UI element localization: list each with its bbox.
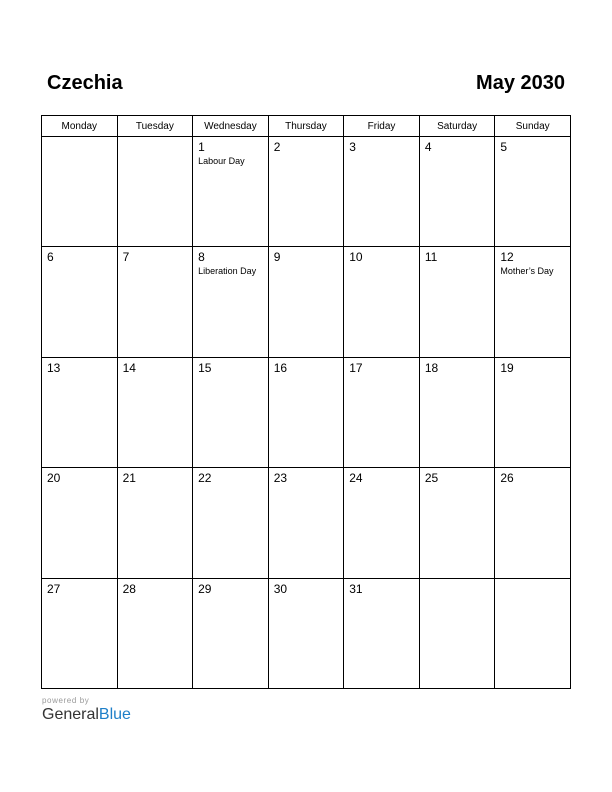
day-number: 11: [424, 250, 438, 265]
week-row: [42, 247, 571, 357]
day-cell: [344, 578, 420, 688]
weekday-header: Thursday: [268, 116, 344, 137]
day-cell: [495, 137, 571, 247]
day-cell: [193, 137, 269, 247]
day-number: 15: [198, 360, 212, 375]
day-cell: [344, 137, 420, 247]
day-number: 28: [122, 581, 136, 596]
day-cell: [193, 468, 269, 578]
day-cell: [268, 137, 344, 247]
day-cell: [42, 357, 118, 467]
brand-logo: [42, 706, 131, 724]
day-number: [118, 137, 193, 140]
day-cell: [42, 468, 118, 578]
holiday-label: Labour Day: [198, 156, 245, 166]
day-cell: [42, 247, 118, 357]
week-row: [42, 357, 571, 467]
day-cell: [344, 468, 420, 578]
day-cell: [117, 468, 193, 578]
day-cell: [117, 247, 193, 357]
day-cell: [268, 247, 344, 357]
weekday-header: Sunday: [495, 116, 571, 137]
powered-by-text: powered by: [42, 696, 90, 705]
empty-day-cell: [495, 578, 571, 688]
day-cell: [419, 137, 495, 247]
day-cell: [268, 578, 344, 688]
day-number: 4: [424, 140, 432, 154]
footer-branding: [42, 696, 131, 724]
week-row: [42, 468, 571, 578]
brand-general: General: [42, 706, 99, 723]
day-number: 6: [47, 250, 54, 265]
day-number: 30: [273, 581, 288, 596]
week-row: [42, 137, 571, 247]
day-number: 7: [122, 250, 130, 265]
day-cell: [495, 247, 571, 357]
empty-day-cell: [117, 137, 193, 247]
day-number: 2: [273, 140, 281, 154]
day-number: 13: [47, 360, 61, 375]
day-number: 25: [424, 471, 439, 486]
brand-blue: Blue: [98, 706, 131, 723]
day-cell: [419, 357, 495, 467]
day-number: 24: [349, 471, 363, 486]
day-number: 8: [198, 250, 205, 265]
day-number: 18: [424, 360, 439, 375]
day-cell: [117, 578, 193, 688]
day-number: 21: [122, 471, 136, 486]
day-number: 22: [198, 471, 212, 486]
day-cell: [344, 357, 420, 467]
day-number: 16: [273, 360, 288, 375]
day-number: 20: [47, 471, 61, 486]
country-title: Czechia: [47, 72, 123, 94]
holiday-label: Mother’s Day: [500, 266, 554, 277]
day-number: 9: [273, 250, 281, 265]
day-cell: [419, 468, 495, 578]
weekday-header: Wednesday: [193, 116, 269, 137]
day-number: 17: [349, 360, 363, 375]
day-cell: [344, 247, 420, 357]
week-row: [42, 578, 571, 688]
day-number: 31: [349, 581, 363, 596]
day-number: 5: [500, 140, 508, 154]
day-cell: [495, 468, 571, 578]
holiday-label: Liberation Day: [198, 266, 257, 277]
day-number: [42, 137, 117, 140]
day-cell: [268, 357, 344, 467]
day-number: 12: [500, 250, 514, 265]
day-cell: [495, 357, 571, 467]
day-cell: [42, 578, 118, 688]
weekday-header: Saturday: [419, 116, 495, 137]
weekday-header-row: [42, 116, 571, 137]
day-cell: [117, 357, 193, 467]
day-number: [420, 579, 495, 582]
day-number: 23: [273, 471, 288, 486]
day-number: 3: [349, 140, 356, 154]
day-number: 14: [122, 360, 136, 375]
day-cell: [268, 468, 344, 578]
weekday-header: Friday: [344, 116, 420, 137]
empty-day-cell: [419, 578, 495, 688]
day-cell: [193, 578, 269, 688]
day-number: 10: [349, 250, 363, 265]
calendar-grid: [41, 115, 571, 689]
day-cell: [193, 357, 269, 467]
day-number: 1: [198, 140, 205, 154]
day-number: [495, 579, 570, 582]
day-number: 29: [198, 581, 212, 596]
day-cell: [193, 247, 269, 357]
month-year-title: May 2030: [476, 72, 565, 94]
day-number: 19: [500, 360, 514, 375]
day-cell: [419, 247, 495, 357]
day-number: 27: [47, 581, 61, 596]
empty-day-cell: [42, 137, 118, 247]
day-number: 26: [500, 471, 514, 486]
weekday-header: Tuesday: [117, 116, 193, 137]
weekday-header: Monday: [42, 116, 118, 137]
